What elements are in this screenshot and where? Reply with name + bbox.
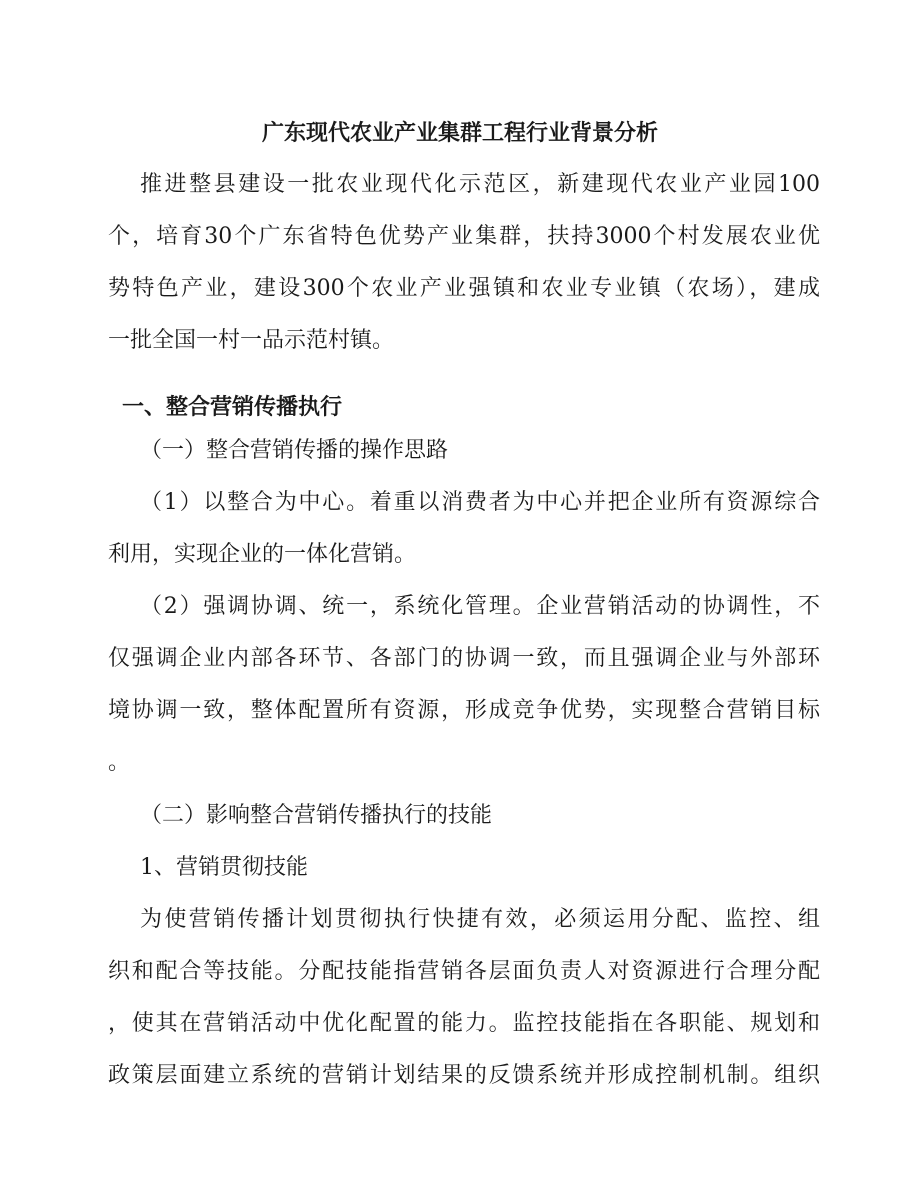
document-title: 广东现代农业产业集群工程行业背景分析 <box>261 120 658 146</box>
paragraph-line: 织和配合等技能。分配技能指营销各层面负责人对资源进行合理分配 <box>108 959 820 984</box>
paragraph-line: 政策层面建立系统的营销计划结果的反馈系统并形成控制机制。组织 <box>108 1063 820 1088</box>
paragraph-line: （2）强调协调、统一，系统化管理。企业营销活动的协调性，不 <box>140 594 820 619</box>
paragraph-line: 个，培育30个广东省特色优势产业集群，扶持3000个村发展农业优 <box>108 224 820 249</box>
item-heading: 1、营销贯彻技能 <box>140 855 308 880</box>
paragraph-line: 利用，实现企业的一体化营销。 <box>108 542 417 567</box>
subsection-heading: （一）整合营销传播的操作思路 <box>140 438 449 463</box>
paragraph-line: 为使营销传播计划贯彻执行快捷有效，必须运用分配、监控、组 <box>140 907 820 932</box>
paragraph-line: 。 <box>108 750 131 775</box>
subsection-heading: （二）影响整合营销传播执行的技能 <box>140 803 493 828</box>
paragraph-line: 推进整县建设一批农业现代化示范区，新建现代农业产业园100 <box>140 172 820 197</box>
paragraph-line: ，使其在营销活动中优化配置的能力。监控技能指在各职能、规划和 <box>108 1011 820 1036</box>
paragraph-line: 一批全国一村一品示范村镇。 <box>108 328 395 353</box>
paragraph-line: 仅强调企业内部各环节、各部门的协调一致，而且强调企业与外部环 <box>108 646 820 671</box>
section-heading: 一、整合营销传播执行 <box>122 394 343 420</box>
paragraph-line: 境协调一致，整体配置所有资源，形成竞争优势，实现整合营销目标 <box>108 698 820 723</box>
paragraph-line: （1）以整合为中心。着重以消费者为中心并把企业所有资源综合 <box>140 490 820 515</box>
paragraph-line: 势特色产业，建设300个农业产业强镇和农业专业镇（农场），建成 <box>108 276 820 301</box>
